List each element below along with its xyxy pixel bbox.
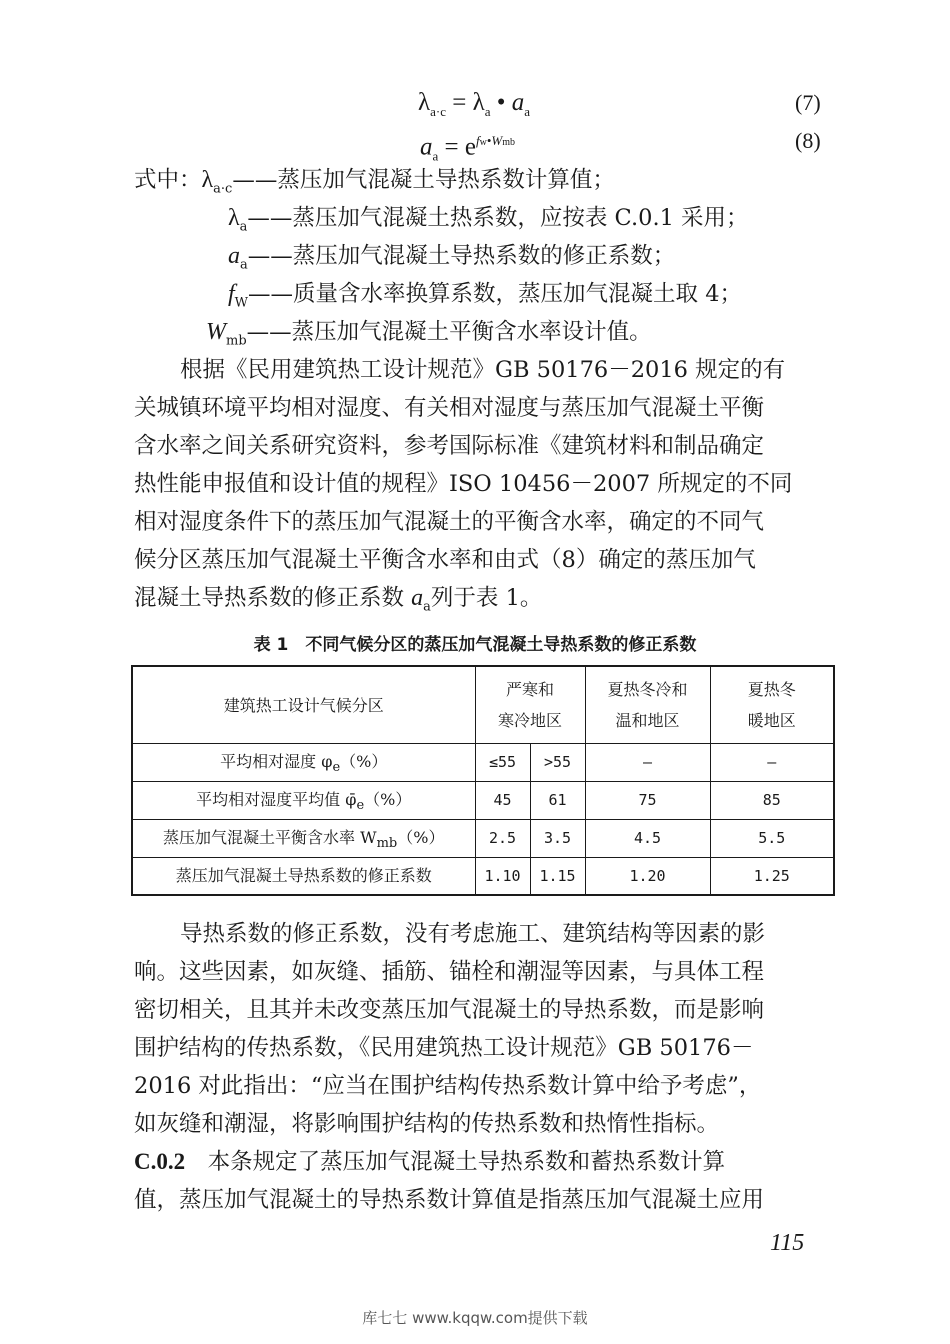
row-label-subscript: e — [356, 798, 365, 814]
table-cell: 1.25 — [710, 857, 834, 895]
table-cell: 1.20 — [585, 857, 710, 895]
paragraph-line: 含水率之间关系研究资料，参考国际标准《建筑材料和制品确定 — [134, 433, 765, 459]
row-label — [132, 743, 475, 781]
section-text: 本条规定了蒸压加气混凝土导热系数和蓄热系数计算 — [207, 1149, 726, 1175]
header-hot-summer-warm-winter — [710, 666, 834, 743]
definition-4 — [228, 279, 742, 319]
subscript: a — [484, 104, 491, 119]
definition-subscript: a·c — [213, 181, 233, 197]
section-number: C.0.2 — [134, 1149, 186, 1174]
table-cell: 1.15 — [530, 857, 585, 895]
header-zone: 建筑热工设计气候分区 — [132, 666, 475, 743]
row-label-text: 平均相对湿度 φ — [220, 751, 333, 771]
page-number: 115 — [770, 1230, 805, 1256]
table-header-row — [132, 666, 834, 743]
table-row — [132, 743, 834, 781]
definition-prefix: 式中： — [134, 167, 202, 193]
exp-base: e — [464, 133, 476, 161]
exponent-w: W — [491, 133, 503, 148]
row-label-unit: （%） — [364, 789, 412, 809]
paragraph-text: 列于表 1。 — [430, 585, 543, 611]
table-row — [132, 857, 834, 895]
table-cell: 45 — [475, 781, 530, 819]
definition-symbol: λ — [228, 205, 240, 231]
subscript: a·c — [430, 104, 446, 119]
paragraph-line: 热性能申报值和设计值的规程》ISO 10456－2007 所规定的不同 — [134, 471, 793, 497]
download-footer: 库七七 www.kqqw.com提供下载 — [362, 1309, 588, 1327]
table-cell: 61 — [530, 781, 585, 819]
header-hot-summer-cold-winter — [585, 666, 710, 743]
alpha-symbol: a — [411, 585, 424, 611]
definition-1 — [134, 165, 615, 205]
equals-sign: = — [446, 89, 473, 116]
row-label-unit: （%） — [340, 751, 388, 771]
definition-text: ——蒸压加气混凝土导热系数的修正系数； — [247, 243, 676, 269]
lambda-symbol: λ — [472, 89, 485, 116]
header-line: 寒冷地区 — [498, 710, 563, 730]
table-cell: 4.5 — [585, 819, 710, 857]
definition-symbol: λ — [201, 167, 214, 193]
paragraph-line: 响。这些因素，如灰缝、插筋、锚栓和潮湿等因素，与具体工程 — [134, 959, 765, 985]
paragraph-line: 导热系数的修正系数，没有考虑施工、建筑结构等因素的影 — [180, 921, 766, 947]
table-cell: — — [585, 743, 710, 781]
section-line: 值，蒸压加气混凝土的导热系数计算值是指蒸压加气混凝土应用 — [134, 1187, 765, 1213]
lambda-symbol: λ — [418, 89, 431, 116]
equation-8-number: (8) — [795, 128, 821, 153]
definition-subscript: mb — [226, 333, 247, 349]
table-cell: 1.10 — [475, 857, 530, 895]
table-cell: 3.5 — [530, 819, 585, 857]
table-cell: >55 — [530, 743, 585, 781]
coefficient-table — [131, 665, 835, 896]
header-line: 严寒和 — [506, 679, 555, 699]
table-cell: 2.5 — [475, 819, 530, 857]
dot-operator: • — [490, 89, 512, 116]
header-severe-cold — [475, 666, 585, 743]
table-cell: 75 — [585, 781, 710, 819]
definition-5 — [206, 317, 652, 357]
exponent-f: f — [476, 133, 480, 148]
row-label-unit: （%） — [397, 827, 445, 847]
equals-sign: = — [438, 133, 465, 161]
row-label — [132, 857, 475, 895]
table-cell: — — [710, 743, 834, 781]
paragraph-line — [134, 583, 542, 623]
subscript: a — [432, 148, 439, 164]
definition-text: ——蒸压加气混凝土热系数，应按表 C.0.1 采用； — [247, 205, 749, 231]
row-label-text: 蒸压加气混凝土导热系数的修正系数 — [175, 865, 432, 885]
definition-symbol: f — [228, 281, 235, 307]
definition-2 — [228, 203, 749, 243]
paragraph-line: 候分区蒸压加气混凝土平衡含水率和由式（8）确定的蒸压加气 — [134, 547, 756, 573]
definition-subscript: a — [239, 219, 248, 235]
paragraph-line: 2016 对此指出：“应当在围护结构传热系数计算中给予考虑”， — [134, 1073, 762, 1099]
paragraph-line: 关城镇环境平均相对湿度、有关相对湿度与蒸压加气混凝土平衡 — [134, 395, 765, 421]
row-label — [132, 819, 475, 857]
table-cell: ≤55 — [475, 743, 530, 781]
paragraph-line: 围护结构的传热系数，《民用建筑热工设计规范》GB 50176－ — [134, 1035, 754, 1061]
table-row — [132, 781, 834, 819]
equation-7 — [418, 88, 530, 127]
header-line: 暖地区 — [747, 710, 796, 730]
paragraph-line: 相对湿度条件下的蒸压加气混凝土的平衡含水率，确定的不同气 — [134, 509, 765, 535]
row-label-text: 蒸压加气混凝土平衡含水率 W — [163, 827, 377, 847]
equation-7-number: (7) — [795, 90, 821, 115]
definition-text: ——蒸压加气混凝土导热系数计算值； — [232, 167, 615, 193]
definition-subscript: W — [234, 295, 249, 311]
definition-subscript: a — [240, 257, 248, 273]
row-label — [132, 781, 475, 819]
definition-text: ——蒸压加气混凝土平衡含水率设计值。 — [246, 319, 652, 345]
row-label-subscript: e — [332, 760, 341, 776]
header-line: 温和地区 — [615, 710, 680, 730]
paragraph-line: 如灰缝和潮湿，将影响围护结构的传热系数和热惰性指标。 — [134, 1111, 720, 1137]
definition-symbol: W — [206, 319, 226, 345]
table-row — [132, 819, 834, 857]
row-label-text: 平均相对湿度平均值 φ̄ — [196, 789, 357, 809]
paragraph-text: 混凝土导热系数的修正系数 — [134, 585, 412, 611]
definition-symbol: a — [228, 243, 240, 269]
definition-text: ——质量含水率换算系数，蒸压加气混凝土取 4； — [248, 281, 743, 307]
section-line — [134, 1147, 725, 1177]
header-line: 夏热冬冷和 — [607, 679, 688, 699]
header-line: 夏热冬 — [747, 679, 796, 699]
exponent-subscript: w — [479, 137, 487, 148]
definition-3 — [228, 241, 675, 281]
exponent-dot: • — [486, 133, 492, 148]
alpha-symbol: a — [511, 89, 525, 116]
paragraph-line: 根据《民用建筑热工设计规范》GB 50176－2016 规定的有 — [180, 357, 786, 383]
exponent-subscript: mb — [502, 137, 516, 148]
paragraph-line: 密切相关，且其并未改变蒸压加气混凝土的导热系数，而是影响 — [134, 997, 765, 1023]
table-caption: 表 1 不同气候分区的蒸压加气混凝土导热系数的修正系数 — [253, 635, 697, 655]
subscript: a — [524, 104, 531, 119]
table-cell: 85 — [710, 781, 834, 819]
row-label-subscript: mb — [376, 836, 398, 852]
subscript: a — [423, 599, 431, 615]
table-cell: 5.5 — [710, 819, 834, 857]
alpha-symbol: a — [420, 133, 433, 161]
